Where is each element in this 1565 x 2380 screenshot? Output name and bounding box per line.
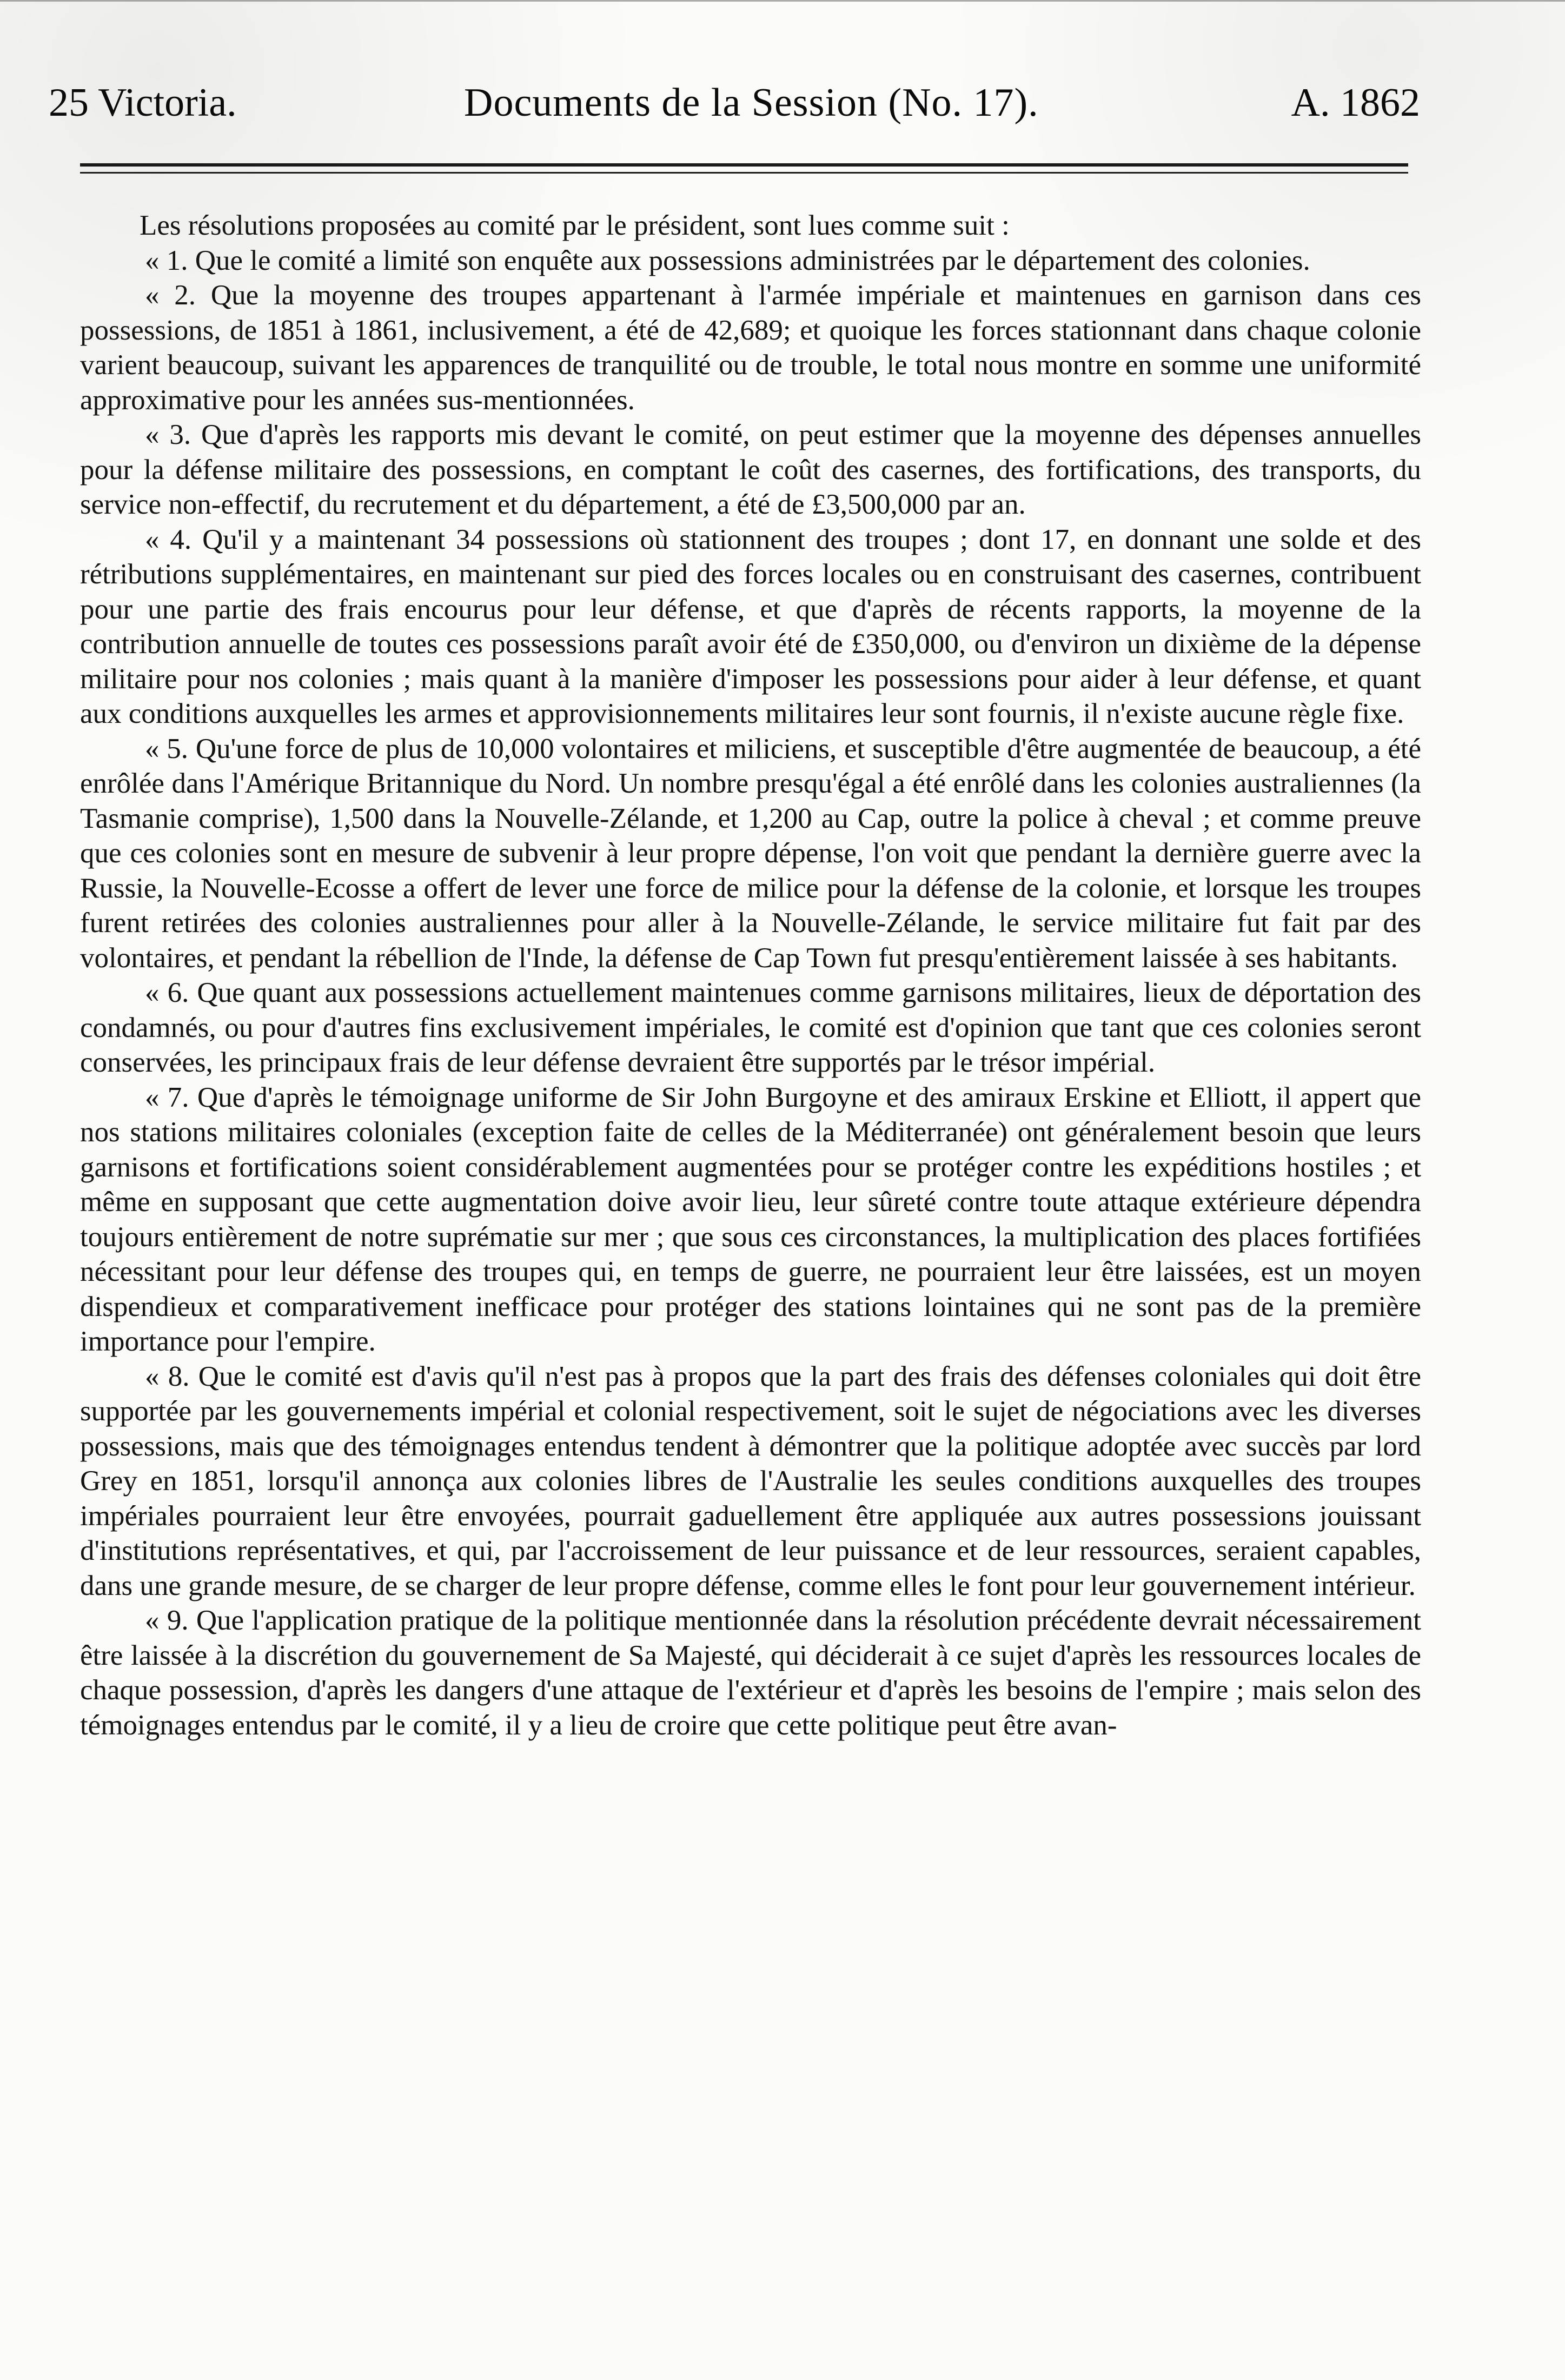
header-rule-thin [80, 172, 1408, 174]
scan-top-edge [0, 0, 1565, 2]
header-year: A. 1862 [1291, 81, 1420, 125]
resolution-3: « 3. Que d'après les rapports mis devant le comité, on peut estimer que la moyenne des dépenses annuelles pour la défense militaire des possessions, en comptant le coût des casernes, des fortifications, des transports, du service non-effectif, du recrutement et du département, a été de £3,500,000 par an. [80, 419, 1421, 520]
resolution-6: « 6. Que quant aux possessions actuellement maintenues comme garnisons militaires, lieux de déportation des condamnés, ou pour d'autres fins exclusivement impériales, le comité est d'opinion que tant que ces colonies seront conservées, les principaux frais de leur défense devraient être supportés par le trésor impérial. [80, 977, 1421, 1078]
body-text [80, 208, 1421, 1743]
header-title: Documents de la Session (No. 17). [464, 81, 1039, 125]
header-rule-thick [80, 163, 1408, 167]
header-reign: 25 Victoria. [49, 81, 237, 125]
resolution-9: « 9. Que l'application pratique de la politique mentionnée dans la résolution précédente devrait nécessairement être laissée à la discrétion du gouvernement de Sa Majesté, qui déciderait à ce sujet d'après les ressources locales de chaque possession, d'après les dangers d'une attaque de l'extérieur et d'après les besoins de l'empire ; mais selon des témoignages entendus par le comité, il y a lieu de croire que cette politique peut être avan- [80, 1605, 1421, 1741]
resolution-4: « 4. Qu'il y a maintenant 34 possessions où stationnent des troupes ; dont 17, en donnant une solde et des rétributions supplémentaires, en maintenant sur pied des forces locales ou en construisant des casernes, contribuent pour une partie des frais encourus pour leur défense, et que d'après de récents rapports, la moyenne de la contribution annuelle de toutes ces possessions paraît avoir été de £350,000, ou d'environ un dixième de la dépense militaire pour nos colonies ; mais quant à la manière d'imposer les possessions pour aider à leur défense, et quant aux conditions auxquelles les armes et approvisionnements militaires leur sont fournis, il n'existe aucune règle fixe. [80, 523, 1421, 729]
resolution-2: « 2. Que la moyenne des troupes appartenant à l'armée impériale et maintenues en garnison dans ces possessions, de 1851 à 1861, inclusivement, a été de 42,689; et quoique les forces stationnant dans chaque colonie varient beaucoup, suivant les apparences de tranquilité ou de trouble, le total nous montre en somme une uniformité approximative pour les années sus-mentionnées. [80, 280, 1421, 416]
resolution-1: « 1. Que le comité a limité son enquête aux possessions administrées par le département des colonies. [145, 244, 1310, 276]
resolution-7: « 7. Que d'après le témoignage uniforme de Sir John Burgoyne et des amiraux Erskine et Elliott, il appert que nos stations militaires coloniales (exception faite de celles de la Méditerranée) ont généralement besoin que leurs garnisons et fortifications soient considérablement augmentées pour se protéger contre les expéditions hostiles ; et même en supposant que cette augmentation doive avoir lieu, leur sûreté contre toute attaque extérieure dépendra toujours entièrement de notre suprématie sur mer ; que sous ces circonstances, la multiplication des places fortifiées nécessitant pour leur défense des troupes qui, en temps de guerre, ne pourraient leur être laissées, est un moyen dispendieux et comparativement inefficace pour protéger des stations lointaines qui ne sont pas de la première importance pour l'empire. [80, 1081, 1421, 1357]
resolution-8: « 8. Que le comité est d'avis qu'il n'est pas à propos que la part des frais des défenses coloniales qui doit être supportée par les gouvernements impérial et colonial respectivement, soit le sujet de négociations avec les diverses possessions, mais que des témoignages entendus tendent à démontrer que la politique adoptée avec succès par lord Grey en 1851, lorsqu'il annonça aux colonies libres de l'Australie les seules conditions auxquelles des troupes impériales pourraient leur être envoyées, pourrait gaduellement être appliquée aux autres possessions jouissant d'institutions représentatives, et qui, par l'accroissement de leur puissance et de leur ressources, seraient capables, dans une grande mesure, de se charger de leur propre défense, comme elles le font pour leur gouvernement intérieur. [80, 1360, 1421, 1601]
intro-paragraph: Les résolutions proposées au comité par le président, sont lues comme suit : [140, 210, 1010, 241]
resolution-5: « 5. Qu'une force de plus de 10,000 volontaires et miliciens, et susceptible d'être augmentée de beaucoup, a été enrôlée dans l'Amérique Britannique du Nord. Un nombre presqu'égal a été enrôlé dans les colonies australiennes (la Tasmanie comprise), 1,500 dans la Nouvelle-Zélande, et 1,200 au Cap, outre la police à cheval ; et comme preuve que ces colonies sont en mesure de subvenir à leur propre dépense, l'on voit que pendant la dernière guerre avec la Russie, la Nouvelle-Ecosse a offert de lever une force de milice pour la défense de la colonie, et lorsque les troupes furent retirées des colonies australiennes pour aller à la Nouvelle-Zélande, le service militaire fut fait par des volontaires, et pendant la rébellion de l'Inde, la défense de Cap Town fut presqu'entièrement laissée à ses habitants. [80, 733, 1421, 974]
running-header [49, 76, 1420, 130]
